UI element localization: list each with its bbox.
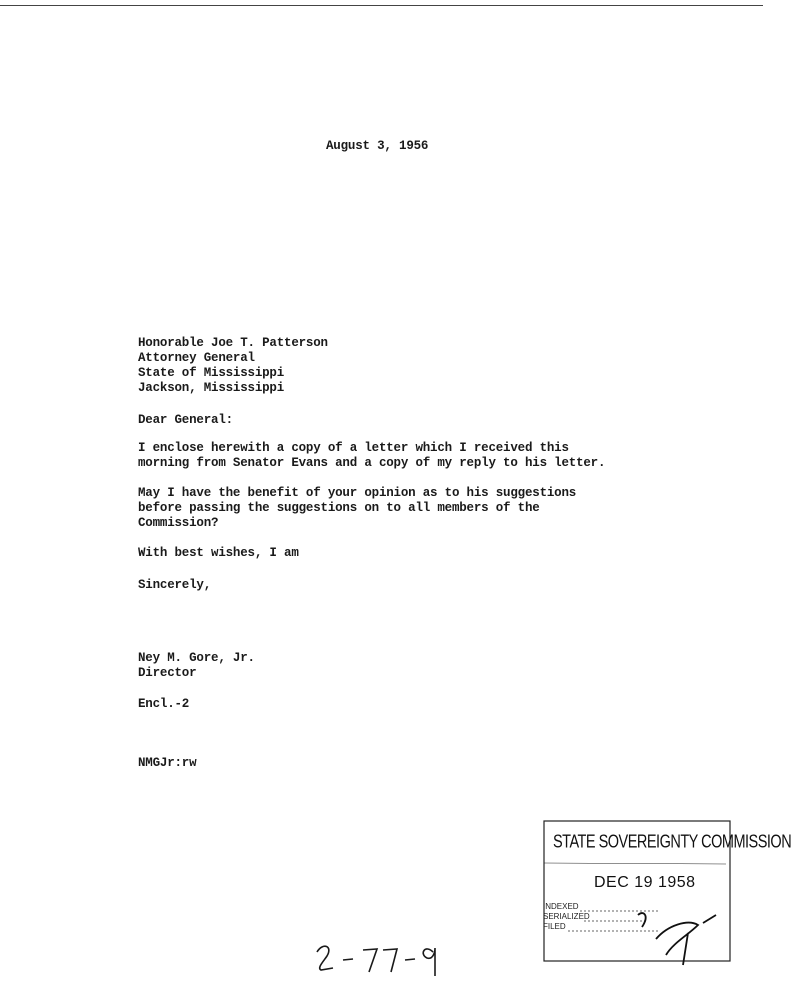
- letter-date: August 3, 1956: [326, 139, 429, 153]
- stamp-date: DEC 19 1958: [594, 874, 696, 891]
- stamp-serialized: SERIALIZED: [543, 912, 590, 921]
- paragraph-line: I enclose herewith a copy of a letter which I received this: [138, 441, 569, 455]
- stamp-indexed: INDEXED: [543, 902, 579, 911]
- signer-title: Director: [138, 666, 197, 680]
- recipient-state: State of Mississippi: [138, 366, 285, 380]
- recipient-address: [138, 336, 328, 396]
- closing-line: With best wishes, I am: [138, 546, 299, 560]
- sign-off: Sincerely,: [138, 578, 212, 592]
- paragraph-line: before passing the suggestions on to all members of the: [138, 501, 540, 515]
- salutation: Dear General:: [138, 413, 233, 427]
- stamp-title: STATE SOVEREIGNTY COMMISSION: [553, 832, 791, 853]
- paragraph-line: May I have the benefit of your opinion as to his suggestions: [138, 486, 577, 500]
- stamp-filed: FILED: [543, 922, 566, 931]
- paragraph-request: [138, 486, 576, 531]
- signer-name: Ney M. Gore, Jr.: [138, 651, 255, 665]
- initials-scribble-icon: [638, 913, 716, 965]
- signature-block: [138, 651, 255, 681]
- paragraph-line: Commission?: [138, 516, 219, 530]
- handwritten-file-number: [313, 938, 453, 978]
- paragraph-enclosure: [138, 441, 605, 471]
- recipient-name: Honorable Joe T. Patterson: [138, 336, 328, 350]
- enclosure-note: Encl.-2: [138, 697, 190, 711]
- recipient-city: Jackson, Mississippi: [138, 381, 285, 395]
- recipient-title: Attorney General: [138, 351, 255, 365]
- scan-top-edge: [0, 5, 763, 6]
- paragraph-line: morning from Senator Evans and a copy of my reply to his letter.: [138, 456, 606, 470]
- reference-initials: NMGJr:rw: [138, 756, 197, 770]
